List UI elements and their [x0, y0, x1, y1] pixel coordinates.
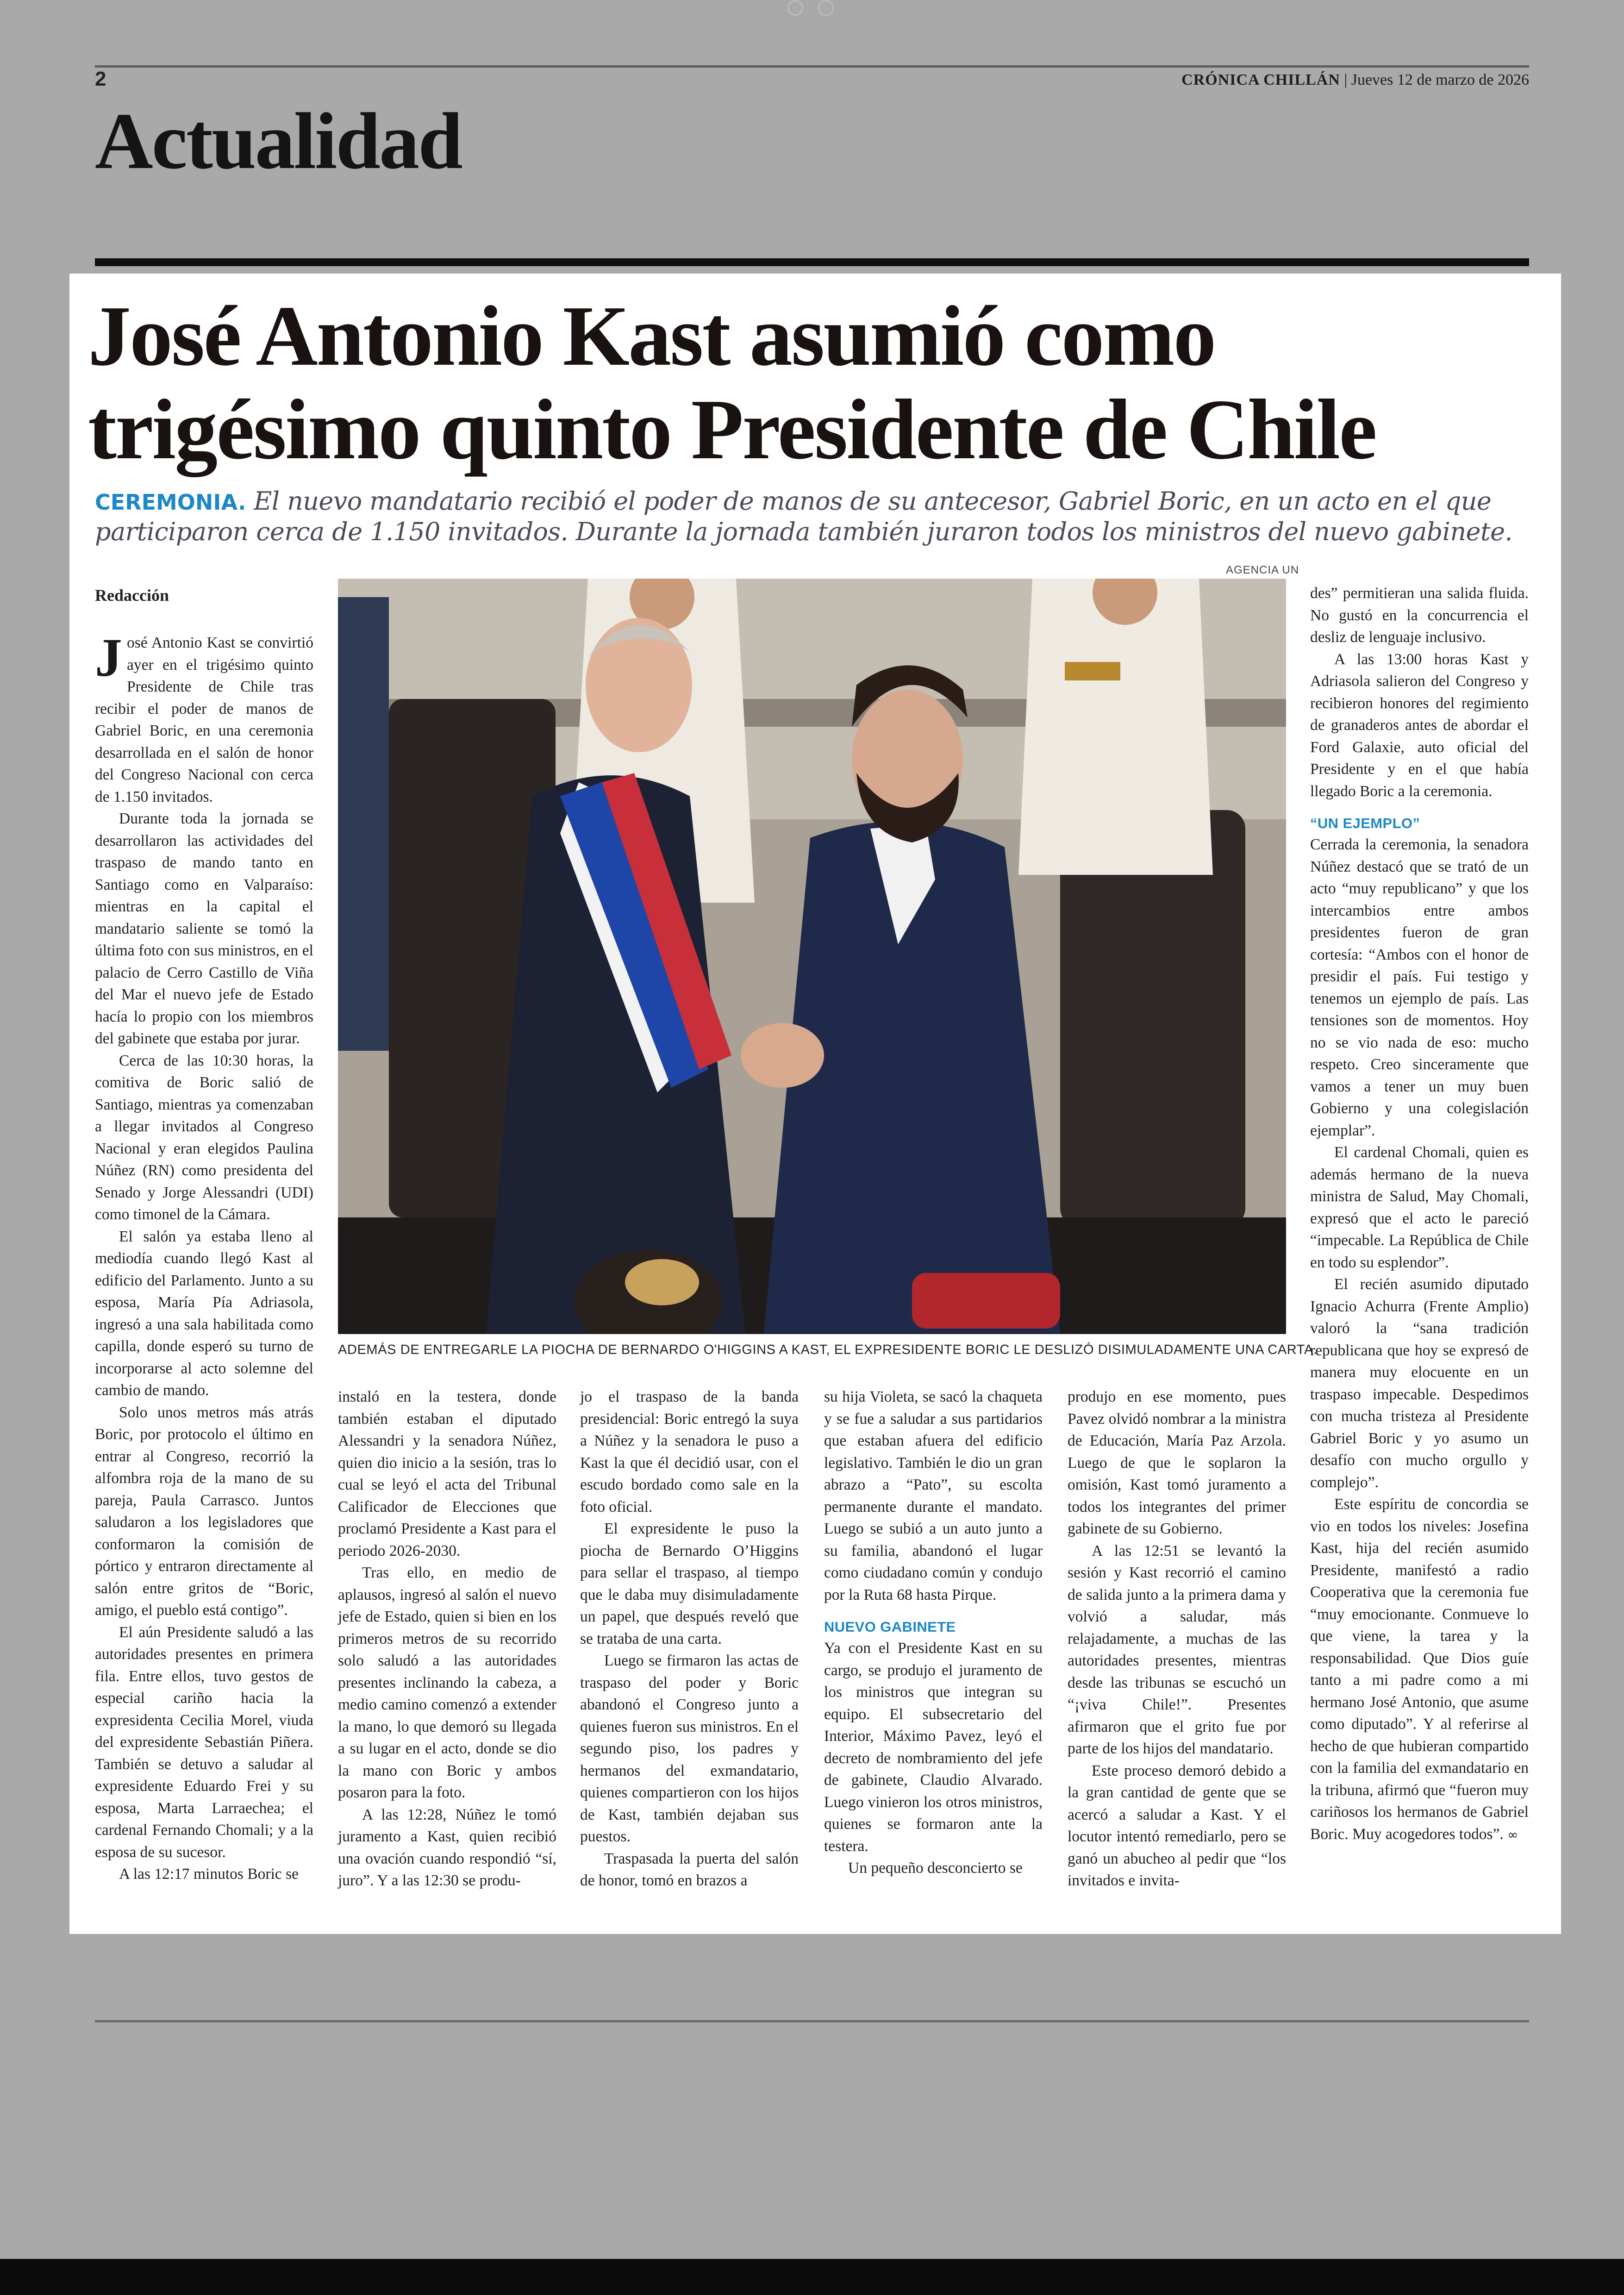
paragraph: A las 12:51 se levantó la sesión y Kast recorrió el camino de salida junto a la primera dama y volvió a saludar, más relajadamente, a muchas de las autoridades presentes, mientras desde las tribunas se escuchó un “¡viva Chile!”. Presentes afirmaron que el grito fue por parte de los hijos del mandatario.	[1068, 1542, 1286, 1757]
photo-credit: AGENCIA UN	[1226, 564, 1299, 576]
paragraph: jo el traspaso de la banda presidencial: Boric entregó la suya a Núñez y la senadora le puso a Kast la que él decidió usar, con el escudo bordado como sale en la foto oficial.	[580, 1388, 799, 1515]
article-column-2	[338, 1386, 556, 1892]
paragraph: A las 12:17 minutos Boric se	[119, 1865, 299, 1883]
paragraph: Este proceso demoró debido a la gran cantidad de gente que se acercó a saludar a Kast. Y el locutor intentó remediarlo, pero se ganó un abucheo al pedir que “los invitados e invita-	[1068, 1762, 1286, 1889]
deck	[95, 486, 1530, 547]
article-column-4	[824, 1386, 1043, 1879]
article-column-5	[1068, 1386, 1286, 1892]
paragraph: Un pequeño desconcierto se	[848, 1859, 1023, 1877]
paragraph: El recién asumido diputado Ignacio Achurra (Frente Amplio) valoró la “sana tradición republicana que hoy se expresó de manera muy elocuente en un traspaso impecable. Despedimos con mucha tristeza al Presidente Gabriel Boric y yo asumo un desafío con mucho orgullo y complejo”.	[1310, 1276, 1529, 1491]
next-page-icon[interactable]: ›	[818, 0, 834, 16]
photo-illustration	[338, 579, 1286, 1334]
paragraph: A las 13:00 horas Kast y Adriasola salieron del Congreso y recibieron honores del regimiento de granaderos antes de abordar el Ford Galaxie, auto oficial del Presidente y en el que había llegado Boric a la ceremonia.	[1310, 650, 1529, 800]
drop-cap: J	[95, 627, 122, 688]
subhead-nuevo-gabinete: NUEVO GABINETE	[824, 1619, 956, 1635]
viewer-nav-icons	[780, 0, 845, 14]
section-rule	[95, 258, 1529, 266]
byline: Redacción	[95, 586, 169, 605]
paragraph: produjo en ese momento, pues Pavez olvidó nombrar a la ministra de Educación, María Paz Arzola. Luego de que le soplaron la omisión, Kast tomó juramento a todos los integrantes del primer gabinete de su Gobierno.	[1068, 1388, 1286, 1537]
paragraph: instaló en la testera, donde también estaban el diputado Alessandri y la senadora Núñez, quien dio inicio a la sesión, tras lo cual se leyó el acta del Tribunal Calificador de Elecciones que proclamó Presidente a Kast para el periodo 2026-2030.	[338, 1388, 556, 1559]
paragraph-text: osé Antonio Kast se convirtió ayer en el trigésimo quinto Presidente de Chile tras recibir el poder de manos de Gabriel Boric, en una ceremonia desarrollada en el salón de honor del Congreso Nacional con cerca de 1.150 invitados.	[95, 634, 313, 805]
paragraph: Cerrada la ceremonia, la senadora Núñez destacó que se trató de un acto “muy republicano” y que los intercambios entre ambos presidentes fueron de gran cortesía: “Ambos con el honor de presidir el país. Fui testigo y tenemos un ejemplo de país. Las tensiones son de momentos. Hoy no se vio nada de eso: mucho respeto. Creo sinceramente que vamos a tener un muy buen Gobierno y una colegislación ejemplar”.	[1310, 836, 1529, 1139]
headline-line-2: trigésimo quinto Presidente de Chile	[88, 382, 1376, 477]
paragraph: Cerca de las 10:30 horas, la comitiva de Boric salió de Santiago, mientras ya comenzaban a llegar invitados al Congreso Nacional y eran elegidos Paulina Núñez (RN) como presidenta del Senado y Jorge Alessandri (UDI) como timonel de la Cámara.	[95, 1052, 313, 1223]
paragraph	[95, 627, 313, 808]
paragraph: su hija Violeta, se sacó la chaqueta y se fue a saludar a sus partidarios que estaban afuera del edificio legislativo. También le dio un gran abrazo a “Pato”, su escolta permanente durante el mandato. Luego se subió a un auto junto a su familia, abandonó el lugar como ciudadano común y condujo por la Ruta 68 hasta Pirque.	[824, 1388, 1043, 1603]
headline	[88, 289, 1546, 476]
deck-kicker: CEREMONIA.	[95, 490, 246, 515]
paragraph: Ya con el Presidente Kast en su cargo, se produjo el juramento de los ministros que integran su equipo. El subsecretario del Interior, Máximo Pavez, leyó el decreto de nombramiento del jefe de gabinete, Claudio Alvarado. Luego vinieron los otros ministros, quienes se formaron ante la testera.	[824, 1640, 1043, 1855]
paragraph: El salón ya estaba lleno al mediodía cuando llegó Kast al edificio del Parlamento. Junto a su esposa, María Pía Adriasola, ingresó a una sala habilitada como capilla, donde esperó su turno de incorporarse al acto solemne del cambio de mando.	[95, 1228, 313, 1399]
photo-caption: ADEMÁS DE ENTREGARLE LA PIOCHA DE BERNARDO O'HIGGINS A KAST, EL EXPRESIDENTE BORIC LE DESLIZÓ DISIMULADAMENTE UNA CARTA.	[338, 1342, 1318, 1357]
paragraph-text: Este espíritu de concordia se vio en todos los niveles: Josefina Kast, hija del recién asumido Presidente, manifestó a radio Cooperativa que la ceremonia fue “muy emocionante. Conmueve lo que viene, la tarea y la responsabilidad. Que Dios guíe tanto a mi padre como a mi hermano José Antonio, que asume como diputado”. Y al referirse al hecho de que hubieran compartido con la familia del exmandatario en la tribuna, afirmó que “fueron muy cariñosos los hermanos de Gabriel Boric. Muy acogedores todos”.	[1310, 1496, 1529, 1843]
article-column-3	[580, 1386, 799, 1892]
article-column-6	[1310, 582, 1529, 1846]
paragraph	[1310, 1493, 1529, 1846]
viewer-bottom-bar	[0, 2259, 1624, 2295]
paragraph: Traspasada la puerta del salón de honor, tomó en brazos a	[580, 1850, 799, 1889]
subhead-un-ejemplo: “UN EJEMPLO”	[1310, 815, 1420, 831]
article-photo	[338, 579, 1286, 1334]
issue-date: | Jueves 12 de marzo de 2026	[1344, 71, 1529, 88]
end-mark-icon: ∞	[1507, 1827, 1518, 1842]
paragraph: Tras ello, en medio de aplausos, ingresó al salón el nuevo jefe de Estado, quien si bien en los primeros metros de su recorrido solo saludó a las autoridades presentes inclinando la cabeza, a medio camino comenzó a extender la mano, lo que demoró su llegada a su lugar en el acto, donde se dio la mano con Boric y ambos posaron para la foto.	[338, 1564, 556, 1801]
headline-line-1: José Antonio Kast asumió como	[88, 288, 1215, 384]
paragraph: A las 12:28, Núñez le tomó juramento a Kast, quien recibió una ovación cuando respondió “sí, juro”. Y a las 12:30 se produ-	[338, 1806, 556, 1889]
paragraph: El aún Presidente saludó a las autoridades presentes en primera fila. Entre ellos, tuvo gestos de especial cariño hacia la expresidenta Cecilia Morel, viuda del expresidente Sebastián Piñera. También se detuvo a saludar al expresidente Eduardo Frei y su esposa, Marta Larraechea; el cardenal Fernando Chomali; y a la esposa de su sucesor.	[95, 1623, 313, 1861]
header-rule	[95, 65, 1529, 68]
section-title: Actualidad	[95, 96, 462, 186]
paragraph: des” permitieran una salida fluida. No gustó en la concurrencia el desliz de lenguaje inclusivo.	[1310, 585, 1529, 646]
publication-name: CRÓNICA CHILLÁN	[1181, 71, 1340, 88]
page-number: 2	[95, 68, 106, 90]
article-column-1	[95, 627, 313, 1885]
paragraph: Solo unos metros más atrás Boric, por protocolo el último en entrar al Congreso, recorrió la alfombra roja de la mano de su pareja, Paula Carrasco. Juntos saludaron a los legisladores que conformaron la comisión de pórtico y entraron directamente al salón entre gritos de “Boric, amigo, el pueblo está contigo”.	[95, 1403, 313, 1619]
paragraph: El cardenal Chomali, quien es además hermano de la nueva ministra de Salud, May Chomali, expresó que el acto le pareció “impecable. La República de Chile en todo su esplendor”.	[1310, 1144, 1529, 1271]
footer-rule	[95, 2020, 1529, 2022]
previous-page-icon[interactable]: ‹	[787, 0, 803, 16]
paragraph: El expresidente le puso la piocha de Bernardo O’Higgins para sellar el traspaso, al tiempo que le daba muy disimuladamente un papel, que después reveló que se trataba de una carta.	[580, 1520, 799, 1647]
paragraph: Durante toda la jornada se desarrollaron las actividades del traspaso de mando tanto en Santiago como en Valparaíso: mientras en la capital el mandatario saliente se tomó la última foto con sus ministros, en el palacio de Cerro Castillo de Viña del Mar el nuevo jefe de Estado hacía lo propio con los miembros del gabinete que estaba por jurar.	[95, 810, 313, 1047]
deck-text: El nuevo mandatario recibió el poder de manos de su antecesor, Gabriel Boric, en un acto en el que participaron cerca de 1.150 invitados. Durante la jornada también juraron todos los ministros del nuevo gabinete.	[95, 486, 1512, 546]
paragraph: Luego se firmaron las actas de traspaso del poder y Boric abandonó el Congreso junto a quienes fueron sus ministros. En el segundo piso, los padres y hermanos del exmandatario, quienes compartieron con los hijos de Kast, también dejaban sus puestos.	[580, 1652, 799, 1845]
folio	[1181, 71, 1529, 89]
